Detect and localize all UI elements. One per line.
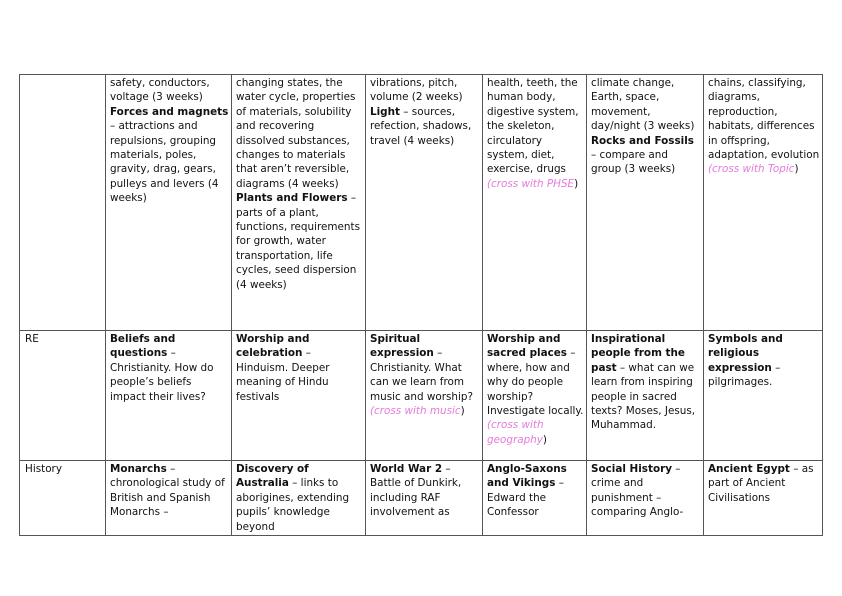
topic-detail: – sources, refection, shadows, travel (4 weeks) [370,105,472,147]
topic-heading: Forces and magnets [110,105,229,118]
topic-detail: climate change, Earth, space, movement, day/night (3 weeks) [591,77,695,133]
cell-paragraph [591,462,701,520]
cell [232,461,366,536]
cell-paragraph [591,134,701,177]
topic-heading: Light [370,105,400,118]
topic-heading: Anglo-Saxons and Vikings [487,463,567,490]
cell-paragraph [708,76,820,177]
topic-heading: Worship and sacred places [487,333,567,360]
topic-detail: ) [460,405,465,418]
cell-paragraph [487,332,584,447]
topic-detail: – Battle of Dunkirk, including RAF involvement as [370,463,462,519]
row-label: History [20,461,106,536]
re-row [20,331,823,461]
topic-detail: – crime and punishment – comparing Anglo- [591,463,684,519]
history-row [20,461,823,536]
cell [587,75,704,331]
topic-heading: Beliefs and questions [110,333,176,360]
cell-paragraph [370,462,480,520]
topic-detail: – parts of a plant, functions, requirements for growth, water transportation, life cycles, seed dispersion (4 weeks) [236,192,360,291]
cell-paragraph [110,76,229,105]
topic-detail: – attractions and repulsions, grouping materials, poles, gravity, drag, gears, pulleys and levers (4 weeks) [110,120,219,205]
topic-detail: health, teeth, the human body, digestive system, the skeleton, circulatory system, diet, exercise, drugs [487,77,579,176]
topic-detail: – Christianity. How do people’s beliefs impact their lives? [110,347,214,403]
topic-heading: Rocks and Fossils [591,134,694,147]
cell-paragraph [370,105,480,148]
topic-heading: Social History [591,463,672,475]
topic-heading: World War 2 [370,463,443,475]
topic-heading: Spiritual expression [370,333,434,360]
topic-detail: – compare and group (3 weeks) [591,149,676,176]
topic-heading: Discovery of Australia [236,463,309,490]
topic-heading: Ancient Egypt [708,463,790,475]
topic-detail: – chronological study of British and Spanish Monarchs – [110,463,225,519]
topic-detail: – as part of Ancient Civilisations [708,463,814,504]
cell [232,75,366,331]
topic-heading: Symbols and religious expression [708,333,783,374]
topic-detail: ) [794,163,799,176]
cell [587,331,704,461]
cell-paragraph [110,462,229,520]
cell [483,461,587,536]
cross-link-note: (cross with music [370,405,461,418]
topic-detail: safety, conductors, voltage (3 weeks) [110,77,210,104]
topic-heading: Monarchs [110,463,167,475]
cell-paragraph [236,462,363,534]
row-label: RE [20,331,106,461]
topic-detail: – Christianity. What can we learn from music and worship? [370,347,473,403]
topic-detail: – where, how and why do people worship? Investigate locally. [487,347,584,418]
row-label [20,75,106,331]
cell [106,75,232,331]
cell-paragraph [110,332,229,404]
cell [366,461,483,536]
cell [366,75,483,331]
topic-detail: – what can we learn from inspiring people in sacred texts? Moses, Jesus, Muhammad. [591,361,696,432]
cell [483,75,587,331]
cell [587,461,704,536]
cell-paragraph [708,332,820,390]
cell [483,331,587,461]
cell [232,331,366,461]
topic-detail: changing states, the water cycle, properties of materials, solubility and recovering dissolved substances, changes to materials that aren’t reversible, diagrams (4 weeks) [236,77,356,190]
cell [366,331,483,461]
topic-detail: chains, classifying, diagrams, reproduction, habitats, differences in offspring, adaptation, evolution [708,77,820,162]
cell-paragraph [236,332,363,404]
topic-heading: Inspirational people from the past [591,333,685,374]
topic-detail: ) [542,433,547,446]
cell-paragraph [110,105,229,206]
cross-link-note: (cross with PHSE [487,177,575,190]
cross-link-note: (cross with Topic [708,163,795,176]
topic-detail: – Edward the Confessor [487,477,564,519]
cell-paragraph [236,191,363,292]
cell [106,331,232,461]
cell-paragraph [591,76,701,134]
curriculum-table [19,74,823,536]
cell-paragraph [487,462,584,520]
topic-detail: – Hinduism. Deeper meaning of Hindu festivals [236,347,330,403]
cell-paragraph [708,462,820,505]
cell [704,331,823,461]
cell-paragraph [236,76,363,191]
cell [106,461,232,536]
cell-paragraph [370,332,480,418]
topic-detail: vibrations, pitch, volume (2 weeks) [370,77,463,104]
science-continued-row [20,75,823,331]
topic-heading: Worship and celebration [236,333,310,360]
cell [704,75,823,331]
cell-paragraph [370,76,480,105]
topic-heading: Plants and Flowers [236,192,348,205]
cell-paragraph [487,76,584,191]
cell [704,461,823,536]
topic-detail: – pilgrimages. [708,361,781,389]
cross-link-note: (cross with geography [487,419,544,446]
cell-paragraph [591,332,701,433]
topic-detail: – links to aborigines, extending pupils’ knowledge beyond [236,477,350,533]
topic-detail: ) [574,177,579,190]
